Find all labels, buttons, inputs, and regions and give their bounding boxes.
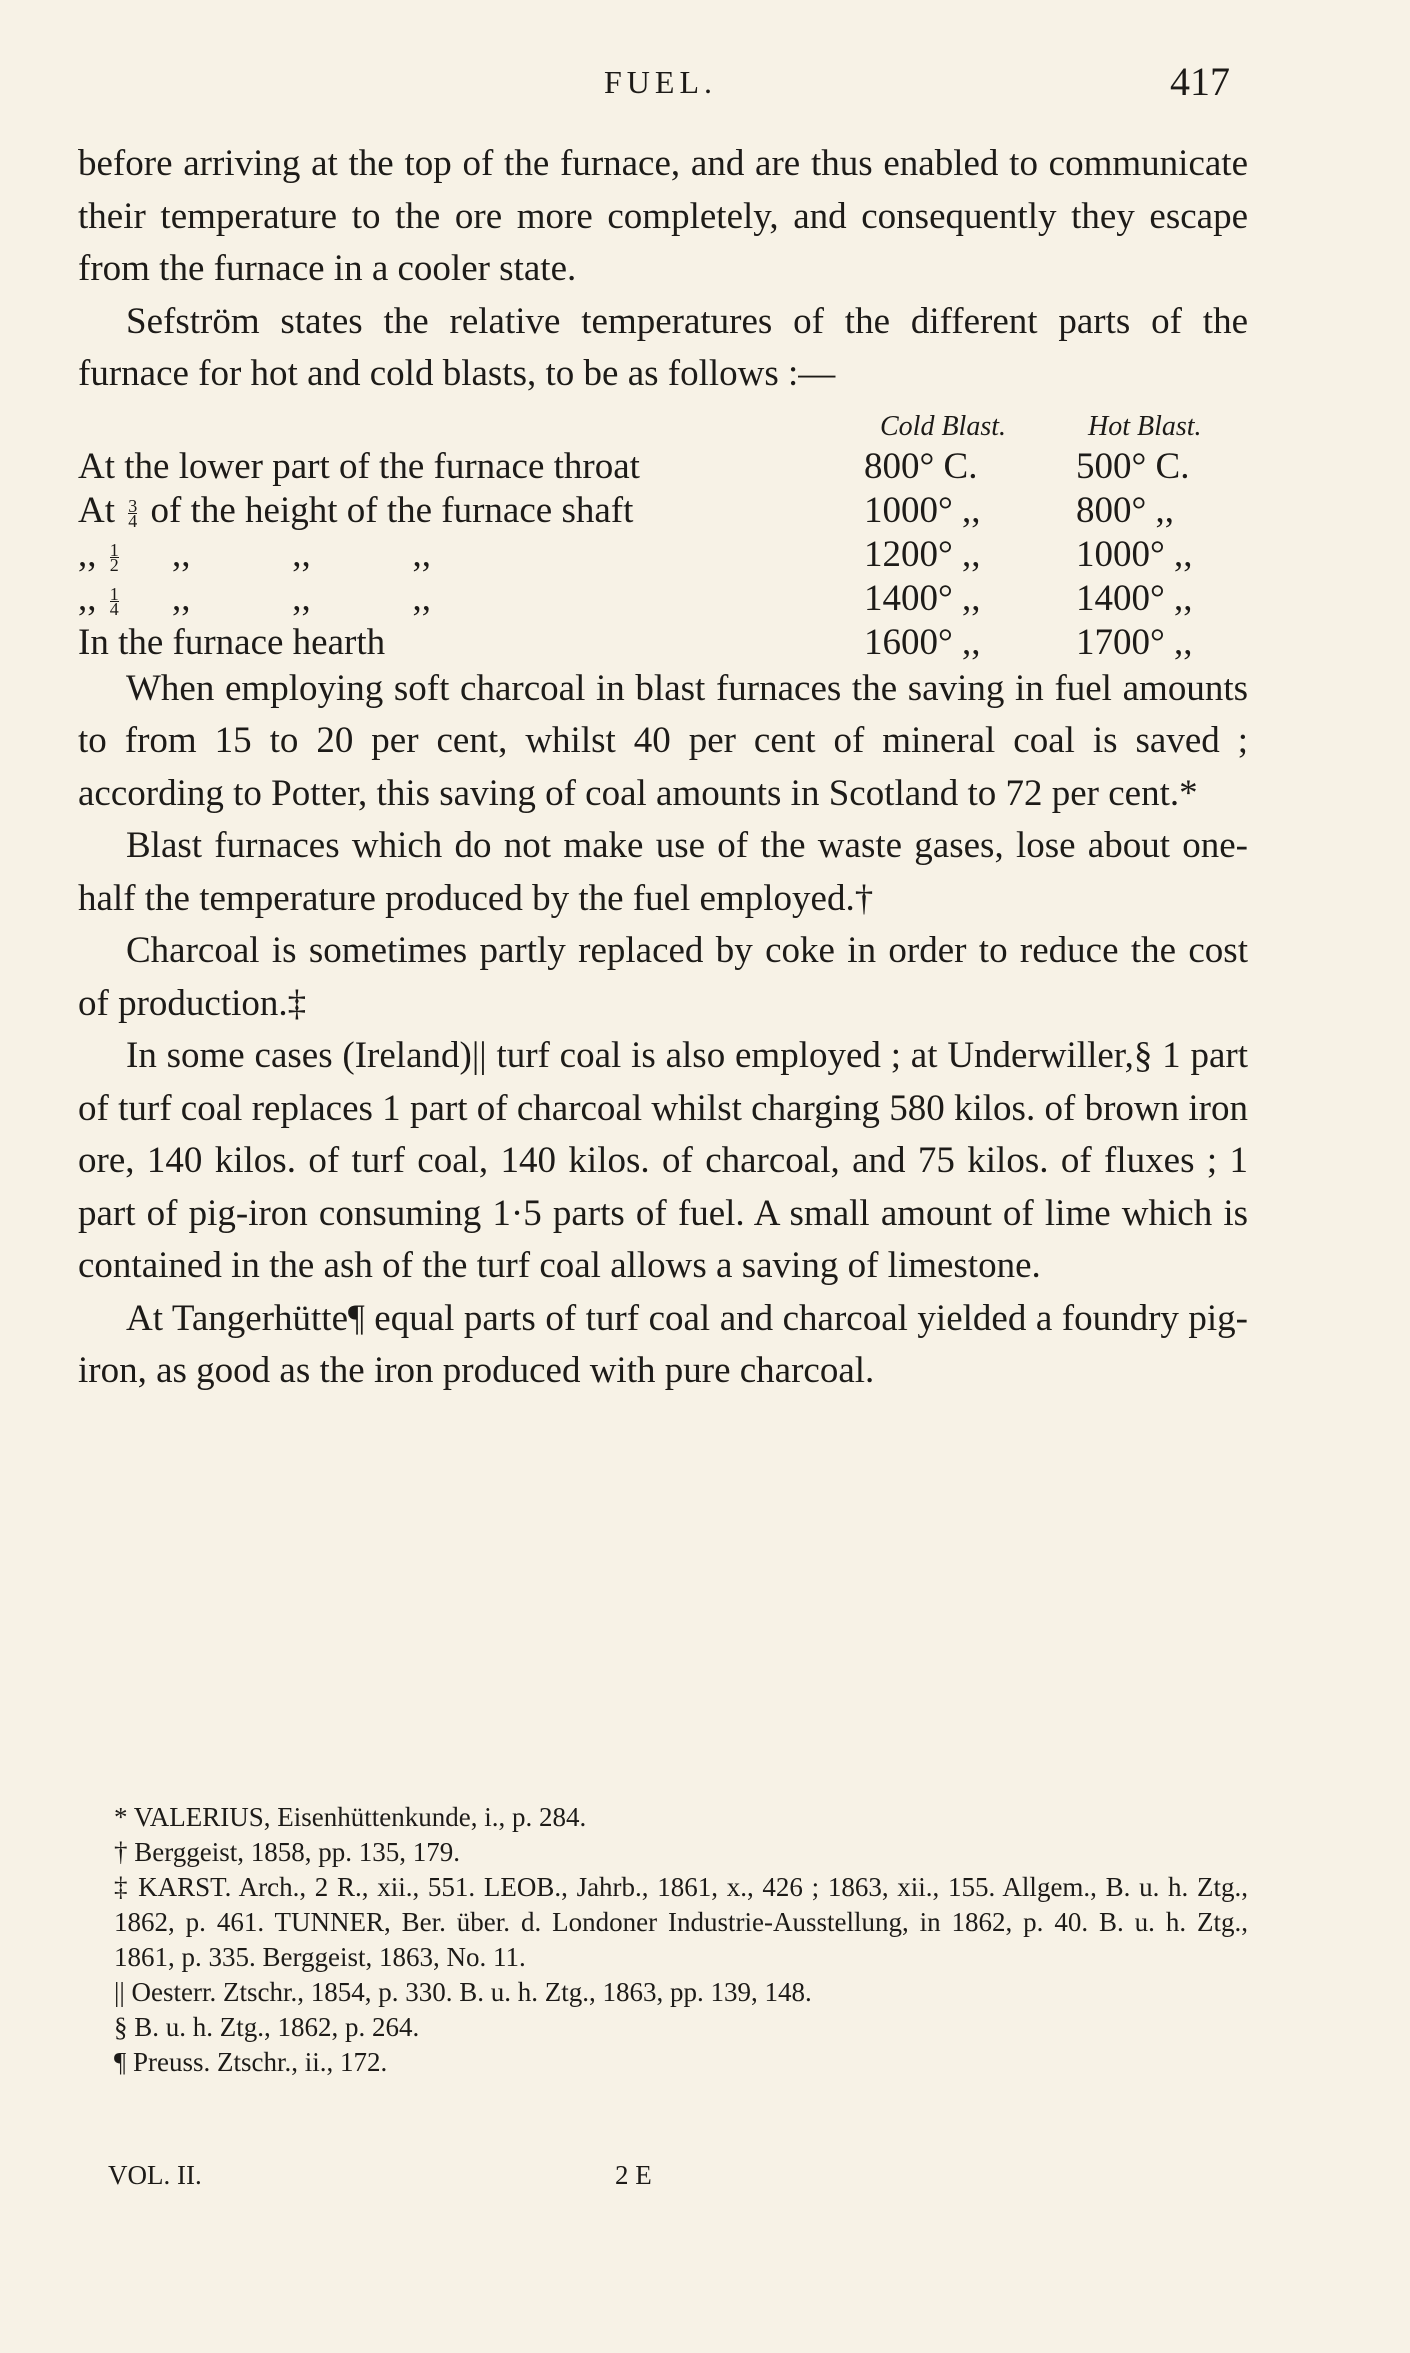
table-row bbox=[78, 617, 1258, 661]
paragraph: When employing soft charcoal in blast furnaces the saving in fuel amounts to from 15 to 20 per cent, whilst 40 per cent of mineral coal is saved ; according to Potter, this saving of coal amounts in Scotland to 72 per cent.* bbox=[78, 667, 1248, 814]
column-header-hot-blast: Hot Blast. bbox=[1088, 410, 1202, 442]
cold-blast-value: 1400° ,, bbox=[864, 577, 981, 619]
page-header bbox=[0, 58, 1410, 110]
paragraph: At Tangerhütte¶ equal parts of turf coal and charcoal yielded a foundry pig-iron, as good as the iron produced with pure charcoal. bbox=[78, 1297, 1248, 1391]
cold-blast-value: 1000° ,, bbox=[864, 489, 981, 531]
signature-mark: 2 E bbox=[615, 2160, 652, 2190]
hot-blast-value: 1400° ,, bbox=[1076, 577, 1193, 619]
fraction bbox=[109, 539, 119, 575]
table-row bbox=[78, 573, 1258, 617]
body-text bbox=[78, 138, 1248, 1398]
temperature-table bbox=[78, 401, 1248, 663]
fraction-numerator: 1 bbox=[109, 539, 119, 560]
fraction-denominator: 2 bbox=[109, 554, 119, 575]
running-title: FUEL. bbox=[604, 64, 717, 100]
row-label: In the furnace hearth bbox=[78, 621, 386, 663]
row-label-text: of the height of the furnace shaft bbox=[150, 489, 634, 531]
row-label: At the lower part of the furnace throat bbox=[78, 445, 640, 487]
table-row bbox=[78, 441, 1258, 485]
footnote: || Oesterr. Ztschr., 1854, p. 330. B. u. h. Ztg., 1863, pp. 139, 148. bbox=[114, 1977, 812, 2007]
fraction-denominator: 4 bbox=[128, 510, 138, 531]
table-row bbox=[78, 529, 1258, 573]
paragraph: In some cases (Ireland)|| turf coal is also employed ; at Underwiller,§ 1 part of turf coal replaces 1 part of charcoal whilst charging 580 kilos. of brown iron ore, 140 kilos. of turf coal, 140 kilos. of charcoal, and 75 kilos. of fluxes ; 1 part of pig-iron consuming 1·5 parts of fuel. A small amount of lime which is contained in the ash of the turf coal allows a saving of limestone. bbox=[78, 1035, 1248, 1286]
footnote: ‡ KARST. Arch., 2 R., xii., 551. LEOB., Jahrb., 1861, x., 426 ; 1863, xii., 155. Allgem., B. u. h. Ztg., 1862, p. 461. TUNNER, Ber. über. d. Londoner Industrie-Ausstellung, in 1862, p. 40. B. u. h. Ztg., 1861, p. 335. Berggeist, 1863, No. 11. bbox=[114, 1872, 1248, 1972]
paragraph: before arriving at the top of the furnace, and are thus enabled to communicate their temperature to the ore more completely, and consequently they escape from the furnace in a cooler state. bbox=[78, 143, 1248, 289]
ditto-marks: ,, ,, ,, bbox=[172, 533, 431, 575]
page-number: 417 bbox=[1170, 59, 1230, 104]
row-prefix: ,, bbox=[78, 577, 97, 619]
row-prefix: At bbox=[78, 489, 115, 531]
cold-blast-value: 1200° ,, bbox=[864, 533, 981, 575]
fraction bbox=[109, 583, 119, 619]
paragraph: Sefström states the relative temperatures of the different parts of the furnace for hot and cold blasts, to be as follows :— bbox=[78, 300, 1248, 394]
column-header-cold-blast: Cold Blast. bbox=[880, 410, 1007, 442]
fraction bbox=[128, 495, 138, 531]
table-row bbox=[78, 485, 1258, 529]
paragraph: Blast furnaces which do not make use of the waste gases, lose about one-half the temperature produced by the fuel employed.† bbox=[78, 825, 1248, 919]
volume-label: VOL. II. bbox=[108, 2160, 202, 2190]
hot-blast-value: 1000° ,, bbox=[1076, 533, 1193, 575]
row-prefix: ,, bbox=[78, 533, 97, 575]
footnotes bbox=[78, 1800, 1248, 2080]
hot-blast-value: 1700° ,, bbox=[1076, 621, 1193, 663]
fraction-numerator: 1 bbox=[109, 583, 119, 604]
fraction-numerator: 3 bbox=[128, 495, 138, 516]
ditto-marks: ,, ,, ,, bbox=[172, 577, 431, 619]
cold-blast-value: 800° C. bbox=[864, 445, 978, 487]
footnote: † Berggeist, 1858, pp. 135, 179. bbox=[114, 1837, 460, 1867]
footnote: * VALERIUS, Eisenhüttenkunde, i., p. 284. bbox=[114, 1802, 587, 1832]
cold-blast-value: 1600° ,, bbox=[864, 621, 981, 663]
hot-blast-value: 500° C. bbox=[1076, 445, 1190, 487]
footnote: § B. u. h. Ztg., 1862, p. 264. bbox=[114, 2012, 420, 2042]
footnote: ¶ Preuss. Ztschr., ii., 172. bbox=[114, 2047, 388, 2077]
hot-blast-value: 800° ,, bbox=[1076, 489, 1175, 531]
paragraph: Charcoal is sometimes partly replaced by coke in order to reduce the cost of production.‡ bbox=[78, 930, 1248, 1024]
fraction-denominator: 4 bbox=[109, 598, 119, 619]
